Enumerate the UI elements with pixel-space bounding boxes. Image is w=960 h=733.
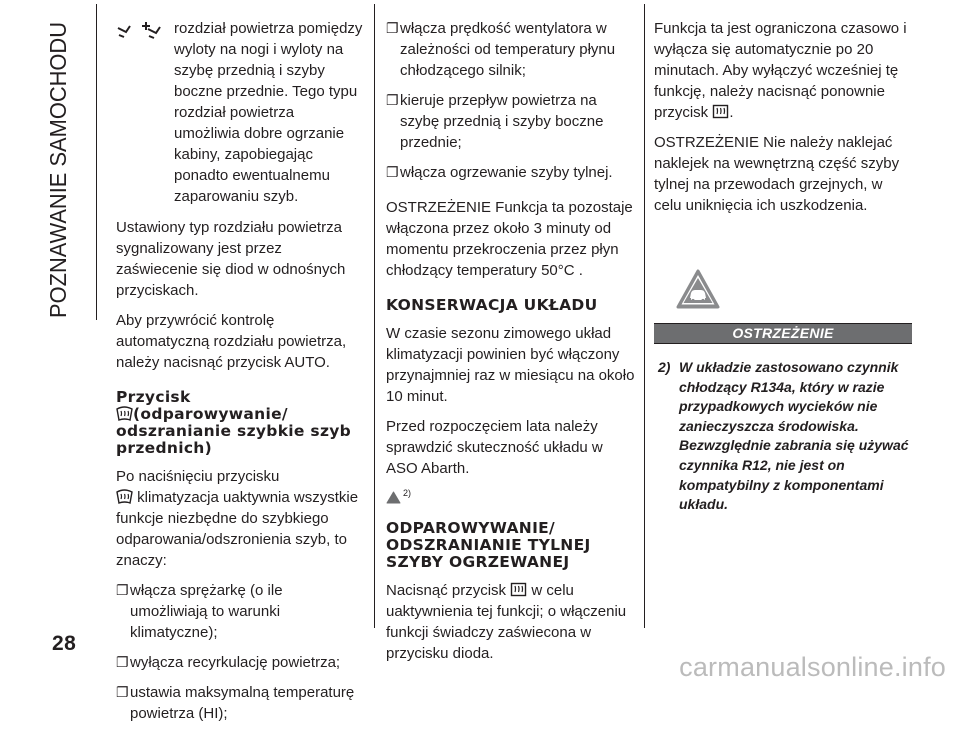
column-2 [386, 18, 636, 673]
checkbox-bullet-icon: ❐ [116, 582, 129, 598]
intro-before: Po naciśnięciu przycisku [116, 468, 280, 485]
rear-defrost-icon [510, 582, 527, 598]
list-item: ❐ włącza ogrzewanie szyby tylnej. [386, 164, 613, 181]
warning-rest: chłodzący R134a, który w razie przypadkowych wycieków nie zanieczyszcza środowiska. Bezwzględnie zabrania się używać czynnika R12, nie jest on kompatybilny z komponentami układu. [679, 378, 909, 513]
warning-title: OSTRZEŻENIE [654, 323, 912, 344]
rear-after: w celu uaktywnienia tej funkcji; o włączeniu funkcji świadczy zaświecona w przycisku dioda. [386, 582, 627, 662]
list-item: ❐ kieruje przepływ powietrza na szybę przednią i szyby boczne przednie; [386, 92, 604, 151]
front-defrost-intro [116, 466, 364, 571]
warning-number: 2) [658, 359, 671, 375]
front-defrost-heading [116, 389, 364, 457]
heading-rest: (odparowywanie/ odszranianie szybkie szyb przednich) [116, 405, 352, 457]
note-reference-number: 2) [403, 488, 412, 498]
indicator-paragraph: Ustawiony typ rozdziału powietrza sygnalizowany jest przez zaświecenie się diod w odnośnych przyciskach. [116, 219, 346, 299]
list-item: ❐ ustawia maksymalną temperaturę powietrza (HI); [116, 684, 355, 722]
checkbox-bullet-icon: ❐ [116, 654, 129, 670]
rear-defrost-paragraph [386, 580, 636, 664]
mode-description-text: rozdział powietrza pomiędzy wyloty na nogi i wyloty na szybę przednią i szyby boczne przednie. Tego typu rozdział powietrza umożliwia dobre ogrzanie kabiny, zapobiegając ponadto ewentualnemu zaparowaniu szyb. [174, 20, 363, 205]
intro-after: klimatyzacja uaktywnia wszystkie funkcje niezbędne do szybkiego odparowania/odszronienia szyb, to znaczy: [116, 489, 359, 569]
maintenance-paragraph-1: W czasie sezonu zimowego układ klimatyzacji powinien być włączony przynajmniej raz w miesiącu na około 10 minut. [386, 325, 635, 405]
mode-description [116, 18, 364, 207]
rear-defrost-heading: ODPAROWYWANIE/ ODSZRANIANIE TYLNEJ SZYBY OGRZEWANEJ [386, 519, 591, 571]
chapter-title-svg [22, 20, 78, 320]
rear-before: Nacisnąć przycisk [386, 582, 507, 599]
list-item: ❐ wyłącza recyrkulację powietrza; [116, 654, 341, 671]
timer-before: Funkcja ta jest ograniczona czasowo i wyłącza się automatycznie po 20 minutach. Aby wyłączyć wcześniej tę funkcję, należy nacisnąć ponownie przycisk [654, 20, 907, 121]
checkbox-bullet-icon: ❐ [386, 164, 399, 180]
checkbox-bullet-icon: ❐ [386, 20, 399, 36]
column-3 [654, 18, 912, 515]
page-number: 28 [52, 632, 77, 655]
front-defrost-icon [116, 489, 133, 505]
column-1 [116, 18, 364, 733]
warning-note [654, 358, 912, 515]
timer-paragraph [654, 18, 912, 123]
column-divider [374, 4, 375, 628]
chapter-divider [96, 4, 97, 320]
list-item: ❐ włącza prędkość wentylatora w zależności od temperatury płynu chłodzącego silnik; [386, 20, 616, 79]
checkbox-bullet-icon: ❐ [386, 92, 399, 108]
chapter-title-text: POZNAWANIE SAMOCHODU [45, 20, 71, 318]
front-defrost-icon [116, 406, 133, 422]
duration-warning: OSTRZEŻENIE Funkcja ta pozostaje włączona przez około 3 minuty od momentu przekroczenia przez płyn chłodzący temperatury 50°C . [386, 199, 633, 279]
warning-triangle-icon [386, 491, 401, 504]
auto-paragraph: Aby przywrócić kontrolę automatyczną rozdziału powietrza, należy nacisnąć przycisk AUTO. [116, 312, 347, 371]
note-reference [386, 483, 636, 504]
heading-prefix: Przycisk [116, 388, 191, 406]
maintenance-heading: KONSERWACJA UKŁADU [386, 296, 598, 314]
list-item: ❐ włącza sprężarkę (o ile umożliwiają to warunki klimatyczne); [116, 582, 283, 641]
footer-watermark: carmanualsonline.info [679, 652, 946, 682]
sticker-warning: OSTRZEŻENIE Nie należy naklejać naklejek na wewnętrzną część szyby tylnej na przewodach grzejnych, w celu uniknięcia ich uszkodzenia. [654, 134, 900, 214]
chapter-title [22, 20, 78, 320]
column-divider [644, 4, 645, 628]
maintenance-paragraph-2: Przed rozpoczęciem lata należy sprawdzić skuteczność układu w ASO Abarth. [386, 418, 603, 477]
rear-defrost-icon [712, 104, 729, 120]
warning-triangle-car-icon [676, 269, 720, 309]
timer-after: . [729, 104, 734, 121]
warning-first-line: W układzie zastosowano czynnik [679, 359, 899, 375]
checkbox-bullet-icon: ❐ [116, 684, 129, 700]
airflow-feet-windshield-icon [116, 18, 174, 46]
